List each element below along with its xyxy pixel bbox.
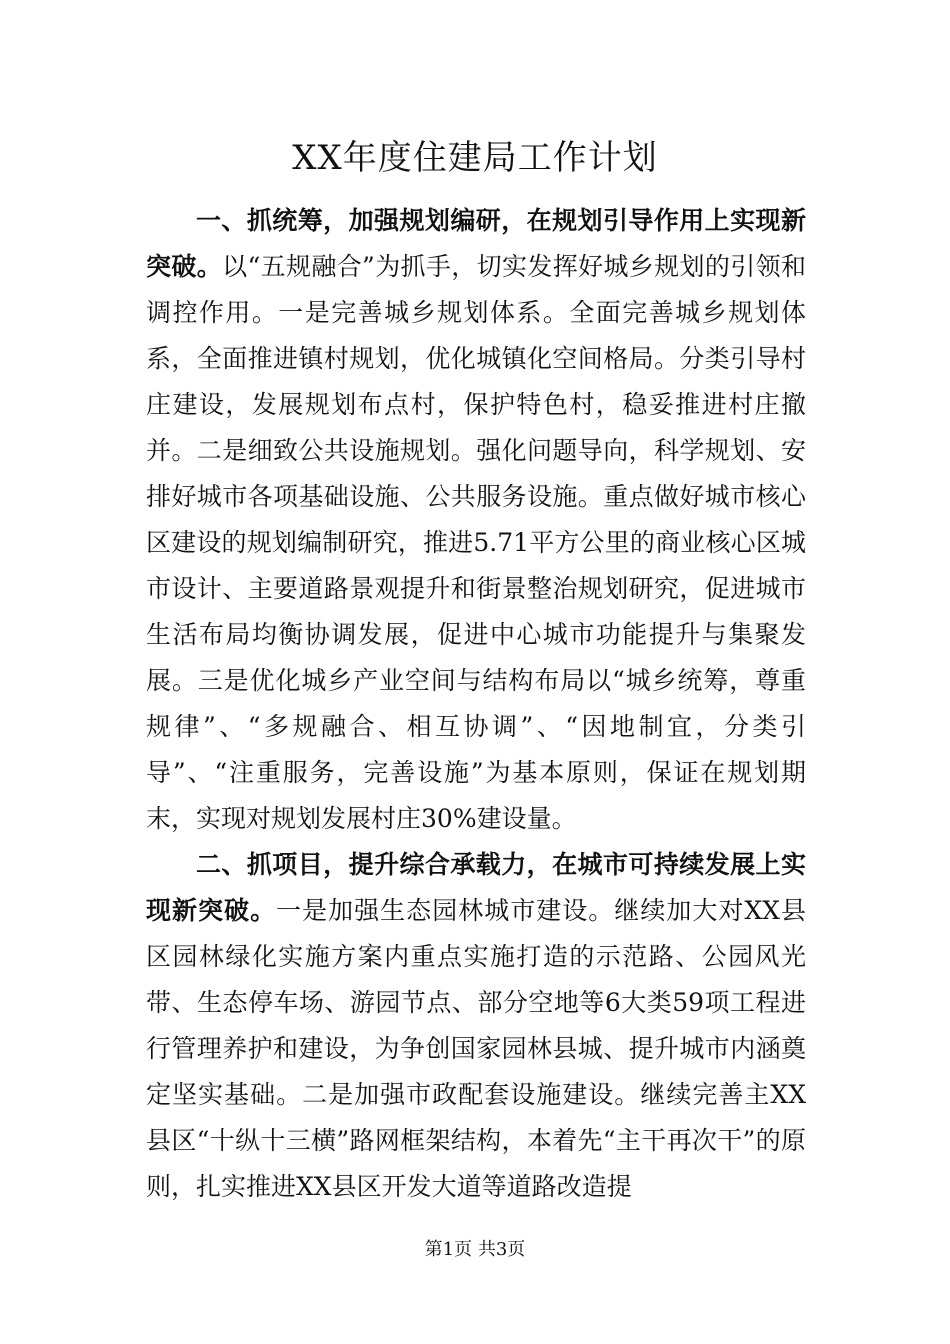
document-body	[146, 198, 806, 1210]
page-number: 第1页	[424, 1239, 473, 1260]
paragraph-2	[146, 842, 806, 1210]
page-footer	[0, 1238, 950, 1262]
paragraph-1	[146, 198, 806, 842]
page-total: 共3页	[477, 1239, 526, 1260]
paragraph-1-text: 以“五规融合”为抓手，切实发挥好城乡规划的引领和调控作用。一是完善城乡规划体系。全面完善城乡规划体系，全面推进镇村规划，优化城镇化空间格局。分类引导村庄建设，发展规划布点村，保护特色村，稳妥推进村庄撤并。二是细致公共设施规划。强化问题导向，科学规划、安排好城市各项基础设施、公共服务设施。重点做好城市核心区建设的规划编制研究，推进5.71平方公里的商业核心区城市设计、主要道路景观提升和街景整治规划研究，促进城市生活布局均衡协调发展，促进中心城市功能提升与集聚发展。三是优化城乡产业空间与结构布局以“城乡统筹，尊重规律”、“多规融合、相互协调”、“因地制宜，分类引导”、“注重服务，完善设施”为基本原则，保证在规划期末，实现对规划发展村庄30%建设量。	[146, 252, 806, 833]
document-title: XX年度住建局工作计划	[292, 138, 658, 178]
paragraph-1-heading: 一、抓统筹，加强规划编研，在规划引导作用上实现新突破。	[146, 206, 806, 281]
paragraph-2-text: 一是加强生态园林城市建设。继续加大对XX县区园林绿化实施方案内重点实施打造的示范路、公园风光带、生态停车场、游园节点、部分空地等6大类59项工程进行管理养护和建设，为争创国家园林县城、提升城市内涵奠定坚实基础。二是加强市政配套设施建设。继续完善主XX县区“十纵十三横”路网框架结构，本着先“主干再次干”的原则，扎实推进XX县区开发大道等道路改造提	[146, 896, 806, 1201]
paragraph-2-heading: 二、抓项目，提升综合承载力，在城市可持续发展上实现新突破。	[146, 850, 806, 925]
